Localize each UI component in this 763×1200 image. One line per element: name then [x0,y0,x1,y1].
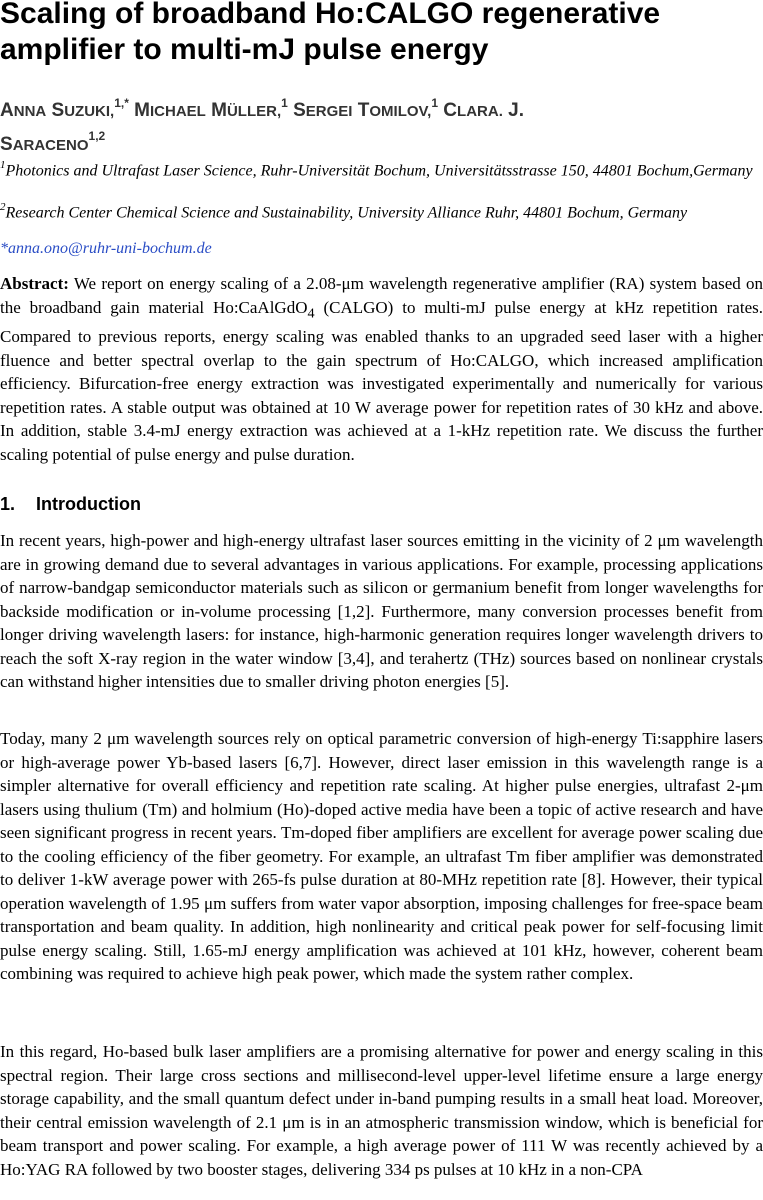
body-paragraph: In recent years, high-power and high-energy ultrafast laser sources emitting in the vicinity of 2 μm wavelength are in growing demand due to several advantages in various applications. For example, processing applications of narrow-bandgap semiconductor materials such as silicon or germanium benefit from longer wavelengths for backside modification or in-volume processing [1,2]. Furthermore, many conversion processes benefit from longer driving wavelength lasers: for instance, high-harmonic generation requires longer wavelength drivers to reach the soft X-ray region in the water window [3,4], and terahertz (THz) sources based on nonlinear crystals can withstand higher intensities due to smaller driving photon energies [5]. [0,531,763,691]
author: SERGEI TOMILOV,$^1$ [293,96,439,122]
author-list [0,92,763,159]
abstract: Abstract: We report on energy scaling of a 2.08-μm wavelength regenerative amplifier (RA) system based on the broadband gain material Ho:CaAlGdO$_4$ (CALGO) to multi-mJ pulse energy at kHz repetition rates. Compared to previous reports, energy scaling was enabled thanks to an upgraded seed laser with a higher fluence and better spectral overlap to the gain spectrum of Ho:CALGO, which increased amplification efficiency. Bifurcation-free energy extraction was investigated experimentally and numerically for various repetition rates. A stable output was obtained at 10 W average power for repetition rates of 30 kHz and above. In addition, stable 3.4-mJ energy extraction was achieved at a 1-kHz repetition rate. We discuss the further scaling potential of pulse energy and pulse duration. [0,274,763,464]
abstract-label: Abstract: [0,274,69,293]
body-paragraph: Today, many 2 μm wavelength sources rely on optical parametric conversion of high-energy Ti:sapphire lasers or high-average power Yb-based lasers [6,7]. However, direct laser emission in this wavelength range is a simpler alternative for overall efficiency and repetition rate scaling. At higher pulse energies, ultrafast 2-μm lasers using thulium (Tm) and holmium (Ho)-doped active media have been a topic of active research and have seen significant progress in recent years. Tm-doped fiber amplifiers are excellent for average power scaling due to the cooling efficiency of the fiber geometry. For example, an ultrafast Tm fiber amplifier was demonstrated to deliver 1-kW average power with 265-fs pulse duration at 80-MHz repetition rate [8]. However, their typical operation wavelength of 1.95 μm suffers from water vapor absorption, imposing challenges for free-space beam transportation and beam quality. In addition, high nonlinearity and critical peak power for self-focusing limit pulse energy scaling. Still, 1.65-mJ energy amplification was achieved at 101 kHz, however, coherent beam combining was required to achieve high peak power, which made the system rather complex. [0,729,763,983]
author: ANNA SUZUKI,$^{1,*}$ [0,96,129,122]
section-heading-introduction: 1. Introduction [0,494,141,514]
affiliation-1: $^1$Photonics and Ultrafast Laser Science, Ruhr-Universität Bochum, Universitätsstrasse 150, 44801 Bochum,Germany [0,159,753,180]
corresponding-email-link[interactable]: *anna.ono@ruhr-uni-bochum.de [0,240,212,257]
body-paragraph: In this regard, Ho-based bulk laser amplifiers are a promising alternative for power and energy scaling in this spectral region. Their large cross sections and millisecond-level upper-level lifetime ensure a large energy storage capability, and the small quantum defect under in-band pumping results in a small heat load. Moreover, their central emission wavelength of 2.1 μm is in an atmospheric transmission window, which is beneficial for beam transport and power scaling. For example, a high average power of 111 W was recently achieved by a Ho:YAG RA followed by two booster stages, delivering 334 ps pulses at 10 kHz in a non-CPA [0,1042,763,1179]
paper-title: Scaling of broadband Ho:CALGO regenerative amplifier to multi-mJ pulse energy [0,0,661,66]
affiliation-2: $^2$Research Center Chemical Science and Sustainability, University Alliance Ruhr, 44801 Bochum, Germany [0,201,688,222]
author: MICHAEL MÜLLER,$^1$ [134,96,288,122]
author: CLARA. J. SARACENO$^{1,2}$ [0,100,524,155]
